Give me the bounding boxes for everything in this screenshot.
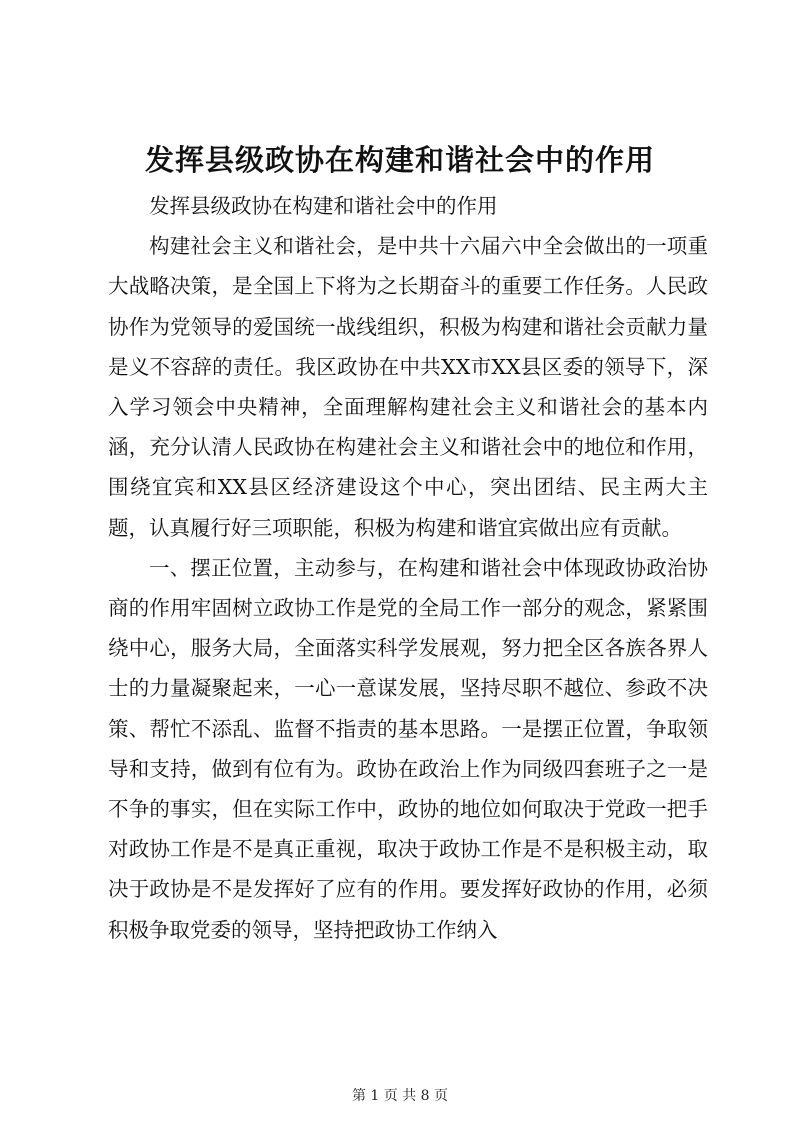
- subtitle-paragraph: 发挥县级政协在构建和谐社会中的作用: [149, 194, 498, 218]
- section-one-paragraph: 一、摆正位置，主动参与，在构建和谐社会中体现政协政治协商的作用牢固树立政协工作是党的全局工作一部分的观念，紧紧围绕中心，服务大局，全面落实科学发展观，努力把全区各族各界人士的力量凝聚起来，一心一意谋发展，坚持尽职不越位、参政不决策、帮忙不添乱、监督不指责的基本思路。一是摆正位置，争取领导和支持，做到有位有为。政协在政治上作为同级四套班子之一是不争的事实，但在实际工作中，政协的地位如何取决于党政一把手对政协工作是不是真正重视，取决于政协工作是不是积极主动，取决于政协是不是发挥好了应有的作用。要发挥好政协的作用，必须积极争取党委的领导，坚持把政协工作纳入: [108, 555, 708, 942]
- document-body: [108, 186, 708, 950]
- intro-paragraph: 构建社会主义和谐社会，是中共十六届六中全会做出的一项重大战略决策，是全国上下将为之长期奋斗的重要工作任务。人民政协作为党领导的爱国统一战线组织，积极为构建和谐社会贡献力量是义不容辞的责任。我区政协在中共XX市XX县区委的领导下，深入学习领会中央精神，全面理解构建社会主义和谐社会的基本内涵，充分认清人民政协在构建社会主义和谐社会中的地位和作用，围绕宜宾和XX县区经济建设这个中心，突出团结、民主两大主题，认真履行好三项职能，积极为构建和谐宜宾做出应有贡献。: [108, 234, 708, 540]
- document-title: 发挥县级政协在构建和谐社会中的作用: [144, 143, 655, 177]
- page-number-footer: 第 1 页 共 8 页: [351, 1088, 449, 1104]
